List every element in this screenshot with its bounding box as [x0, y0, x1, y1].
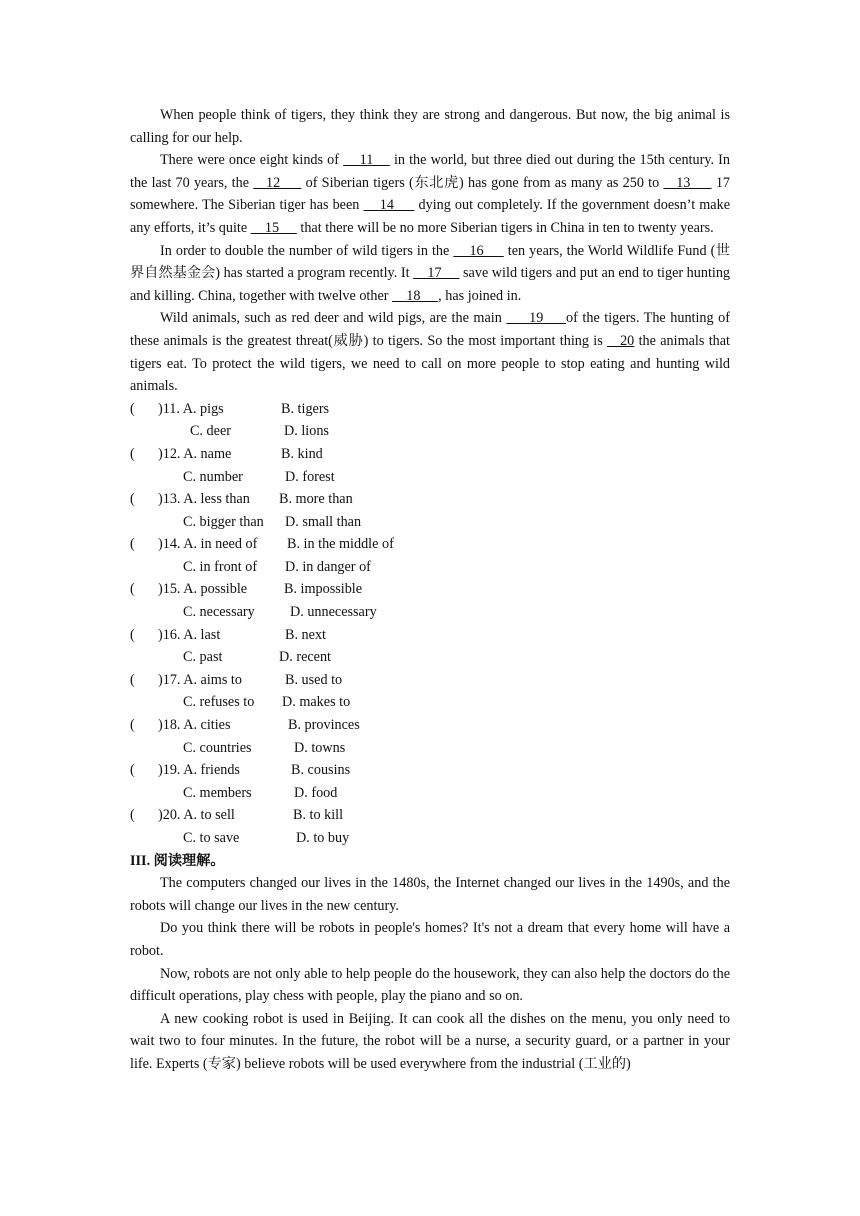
blank-16: 16: [453, 242, 504, 259]
option-b: B. used to: [285, 671, 343, 688]
text-run: There were once eight kinds of: [160, 152, 344, 169]
answer-paren: (: [130, 807, 135, 824]
answer-paren: (: [130, 581, 135, 598]
reading-paragraph-4: A new cooking robot is used in Beijing. It can cook all the dishes on the menu, you only need to wait two to four minutes. In the future, the robot will be a nurse, a security guard, or a partner in your life. Experts (专家) believe robots will be used everywhere from the industrial (工业的): [130, 1010, 730, 1072]
question-option-a: )19. A. friends: [158, 762, 240, 779]
question-option-a: )17. A. aims to: [158, 671, 242, 688]
text-run: Wild animals, such as red deer and wild pigs, are the main: [160, 310, 507, 327]
text-run: dying out completely. If the government doesn’t make any efforts, it’s quite: [130, 197, 730, 236]
option-c: C. members: [183, 784, 252, 801]
text-run: in the world, but three died out during the 15th century. In the last 70 years, the: [130, 152, 730, 191]
answer-paren: (: [130, 671, 135, 688]
answer-paren: (: [130, 445, 135, 462]
text-run: ten years, the World Wildlife Fund (世界自然基金会) has started a program recently. It: [130, 242, 730, 282]
cloze-paragraph-2: [130, 149, 730, 239]
text-run: , has joined in.: [438, 287, 522, 304]
option-d: D. forest: [285, 468, 335, 485]
option-b: B. provinces: [288, 717, 360, 734]
answer-paren: (: [130, 400, 135, 417]
option-d: D. makes to: [282, 694, 351, 711]
answer-paren: (: [130, 717, 135, 734]
answer-paren: (: [130, 491, 135, 508]
option-c: C. bigger than: [183, 513, 264, 530]
question-row-cd: [130, 601, 730, 624]
text-run: that there will be no more Siberian tigers in China in ten to twenty years.: [296, 219, 714, 236]
document-page: [130, 104, 730, 1076]
option-d: D. lions: [284, 423, 329, 440]
option-d: D. in danger of: [285, 558, 371, 575]
option-d: D. unnecessary: [290, 604, 377, 621]
question-row-ab: [130, 759, 730, 782]
question-row-ab: [130, 669, 730, 692]
section-heading: III. 阅读理解。: [130, 852, 225, 869]
question-row-ab: [130, 714, 730, 737]
question-row-ab: [130, 804, 730, 827]
question-row-cd: [130, 646, 730, 669]
option-c: C. countries: [183, 739, 252, 756]
question-row-ab: [130, 624, 730, 647]
answer-paren: (: [130, 536, 135, 553]
question-row-cd: [130, 466, 730, 489]
reading-paragraph-2: Do you think there will be robots in people's homes? It's not a dream that every home will have a robot.: [130, 920, 730, 959]
option-b: B. cousins: [291, 762, 351, 779]
blank-18: 18: [392, 287, 439, 304]
option-c: C. refuses to: [183, 694, 255, 711]
question-option-a: )13. A. less than: [158, 491, 250, 508]
option-b: B. tigers: [281, 400, 330, 417]
blank-14: 14: [363, 197, 415, 214]
cloze-paragraph-4: [130, 307, 730, 397]
option-d: D. small than: [285, 513, 362, 530]
question-option-a: )20. A. to sell: [158, 807, 235, 824]
option-c: C. number: [183, 468, 243, 485]
question-option-a: )14. A. in need of: [158, 536, 258, 553]
text-run: In order to double the number of wild tigers in the: [160, 242, 454, 259]
option-d: D. to buy: [296, 830, 350, 846]
option-b: B. more than: [279, 491, 353, 508]
question-row-ab: [130, 443, 730, 466]
cloze-paragraph-1: When people think of tigers, they think they are strong and dangerous. But now, the big animal is calling for our help.: [130, 107, 730, 146]
cloze-paragraph-3: [130, 240, 730, 308]
question-option-a: )18. A. cities: [158, 717, 231, 734]
option-b: B. next: [285, 626, 326, 643]
option-d: D. towns: [294, 739, 346, 756]
blank-11: 11: [343, 152, 390, 169]
text-run: the animals that tigers eat. To protect the wild tigers, we need to call on more people to stop eating and hunting wild animals.: [130, 332, 730, 395]
option-d: D. recent: [279, 649, 331, 666]
option-c: C. past: [183, 649, 223, 666]
question-option-a: )15. A. possible: [158, 581, 248, 598]
reading-paragraph-3: Now, robots are not only able to help people do the housework, they can also help the doctors do the difficult operations, play chess with people, play the piano and so on.: [130, 965, 730, 1005]
question-row-cd: [130, 827, 730, 850]
question-list: [130, 398, 730, 850]
option-b: B. to kill: [293, 807, 344, 824]
option-b: B. in the middle of: [287, 536, 394, 553]
reading-paragraph-1: The computers changed our lives in the 1480s, the Internet changed our lives in the 1490s, and the robots will change our lives in the new century.: [130, 875, 730, 914]
blank-17: 17: [413, 265, 460, 282]
question-row-cd: [130, 556, 730, 579]
question-row-ab: [130, 488, 730, 511]
text-run: of the tigers. The hunting of these animals is the greatest threat(威胁) to tigers. So the most important thing is: [130, 310, 730, 349]
question-row-cd: [130, 737, 730, 760]
option-b: B. impossible: [284, 581, 363, 598]
option-c: C. in front of: [183, 558, 258, 575]
question-option-a: )12. A. name: [158, 445, 232, 462]
blank-12: 12: [253, 174, 302, 191]
option-d: D. food: [294, 784, 338, 801]
answer-paren: (: [130, 762, 135, 779]
text-run: save wild tigers and put an end to tiger hunting and killing. China, together with twelve other: [130, 265, 731, 304]
question-row-ab: [130, 533, 730, 556]
question-row-cd: [130, 420, 730, 443]
question-row-cd: [130, 511, 730, 534]
option-b: B. kind: [281, 445, 323, 462]
question-row-ab: [130, 578, 730, 601]
option-c: C. deer: [190, 423, 231, 440]
question-row-cd: [130, 782, 730, 805]
question-option-a: )11. A. pigs: [158, 400, 224, 417]
question-row-ab: [130, 398, 730, 421]
question-option-a: )16. A. last: [158, 626, 221, 643]
blank-19: 19: [506, 310, 567, 327]
blank-20: 20: [607, 332, 635, 349]
blank-15: 15: [250, 219, 297, 236]
blank-13: 13: [663, 174, 712, 191]
option-c: C. necessary: [183, 604, 255, 621]
text-run: 17 somewhere. The Siberian tiger has been: [130, 174, 731, 214]
text-run: of Siberian tigers (东北虎) has gone from as many as 250 to: [301, 174, 664, 191]
answer-paren: (: [130, 626, 135, 643]
option-c: C. to save: [183, 830, 240, 846]
question-row-cd: [130, 691, 730, 714]
